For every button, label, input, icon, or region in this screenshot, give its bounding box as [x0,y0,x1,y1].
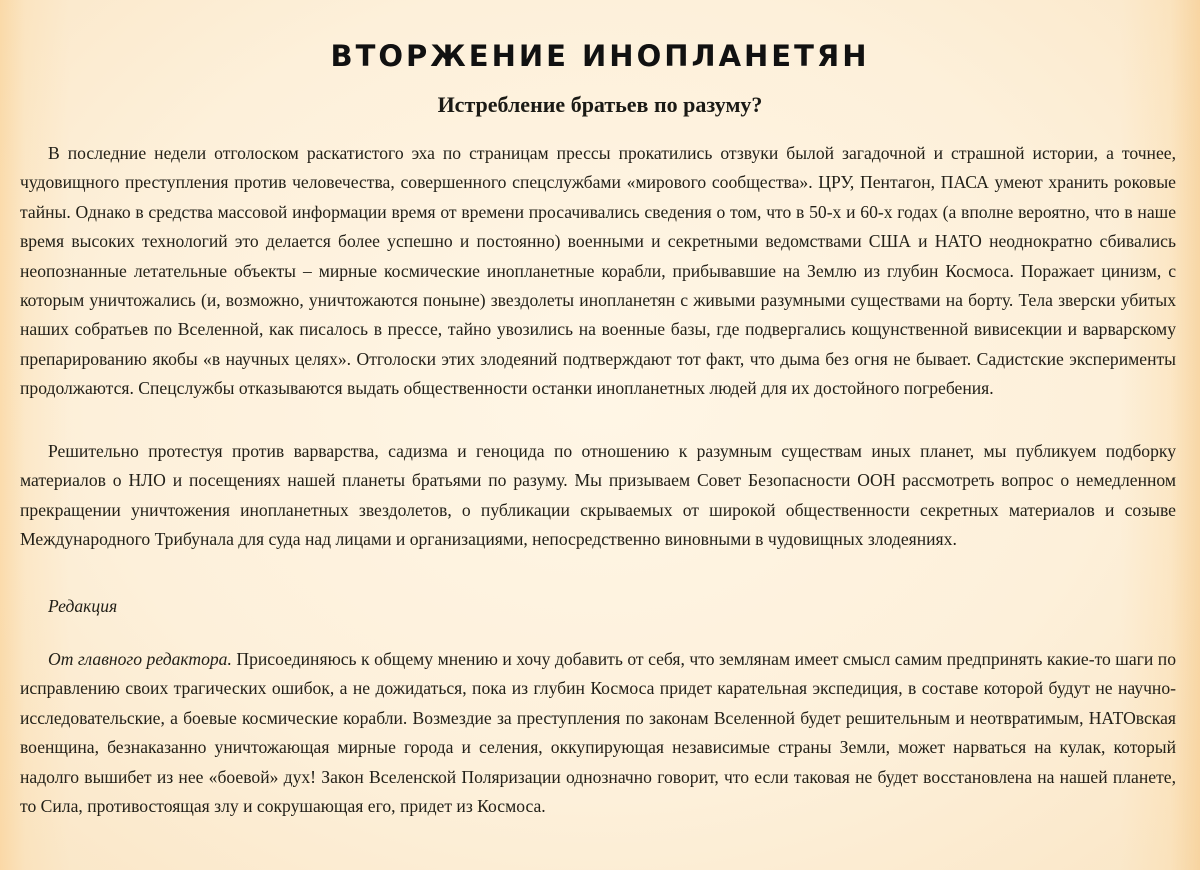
editor-note-block [20,645,1176,821]
editor-note-text: Присоединяюсь к общему мнению и хочу добавить от себя, что землянам имеет смысл самим предпринять какие-то шаги по исправлению своих трагических ошибок, а не дожидаться, пока из глубин Космоса придет карательная экспедиция, в составе которой будут не научно-исследовательские, а боевые космические корабли. Возмездие за преступления по законам Вселенной будет решительным и неотвратимым, НАТОвская военщина, безнаказанно уничтожающая мирные города и селения, оккупирующая независимые страны Земли, может нарваться на кулак, который надолго вышибет из нее «боевой» дух! Закон Вселенской Поляризации однозначно говорит, что если таковая не будет восстановлена на нашей планете, то Сила, противостоящая злу и сокрушающая его, придет из Космоса. [20,649,1176,817]
article-title: ВТОРЖЕНИЕ ИНОПЛАНЕТЯН [330,39,870,73]
editorial-signature: Редакция [48,596,118,616]
paragraph-appeal: Решительно протестуя против варварства, садизма и геноцида по отношению к разумным существам иных планет, мы публикуем подборку материалов о НЛО и посещениях нашей планеты братьями по разуму. Мы призываем Совет Безопасности ООН рассмотреть вопрос о немедленном прекращении уничтожения инопланетных звездолетов, о публикации скрываемых от широкой общественности секретных материалов и созыве Международного Трибунала для суда над лицами и организациями, непосредственно виновными в чудовищных злодеяниях. [20,441,1176,550]
paragraph-editor-note [20,645,1176,821]
article-body-first [20,139,1176,404]
editor-note-lead: От главного редактора. [48,649,232,669]
article-subtitle: Истребление братьев по разуму? [437,92,763,117]
signature-block [20,592,1176,621]
paragraph-intro: В последние недели отголоском раскатистого эха по страницам прессы прокатились отзвуки былой загадочной и страшной истории, а точнее, чудовищного преступления против человечества, совершенного спецслужбами «мирового сообщества». ЦРУ, Пентагон, ПАСА умеют хранить роковые тайны. Однако в средства массовой информации время от времени просачивались сведения о том, что в 50-х и 60-х годах (а вполне вероятно, что в наше время высоких технологий это делается более успешно и постоянно) военными и секретными ведомствами США и НАТО неоднократно сбивались неопознанные летательные объекты – мирные космические инопланетные корабли, прибывавшие на Землю из глубин Космоса. Поражает цинизм, с которым уничтожались (и, возможно, уничтожаются поныне) звездолеты инопланетян с живыми разумными существами на борту. Тела зверски убитых наших собратьев по Вселенной, как писалось в прессе, тайно увозились на военные базы, где подвергались кощунственной вивисекции и варварскому препарированию якобы «в научных целях». Отголоски этих злодеяний подтверждают тот факт, что дыма без огня не бывает. Садистские эксперименты продолжаются. Спецслужбы отказываются выдать общественности останки инопланетных людей для их достойного погребения. [20,143,1176,399]
article-body-second [20,437,1176,555]
